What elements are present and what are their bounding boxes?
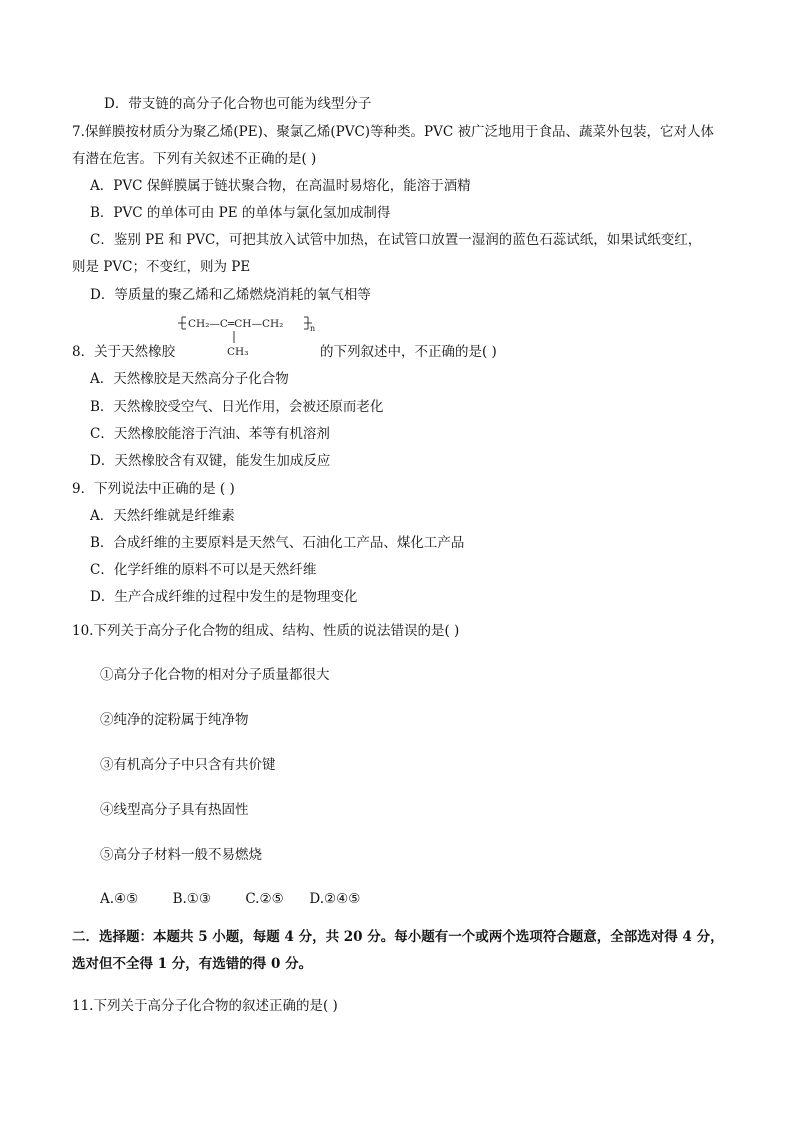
formula-methyl-group: CH₃ (227, 346, 249, 358)
q9-option-b: B．合成纤维的主要原料是天然气、石油化工产品、煤化工产品 (90, 535, 465, 551)
q11-stem: 11.下列关于高分子化合物的叙述正确的是( ) (72, 998, 338, 1014)
q7-option-a: A．PVC 保鲜膜属于链状聚合物，在高温时易熔化，能溶于酒精 (90, 178, 471, 194)
q7-option-d: D．等质量的聚乙烯和乙烯燃烧消耗的氧气相等 (90, 287, 371, 303)
q7-option-b: B．PVC 的单体可由 PE 的单体与氯化氢加成制得 (90, 205, 391, 221)
q10-stem: 10.下列关于高分子化合物的组成、结构、性质的说法错误的是( ) (72, 623, 460, 639)
q8-option-c: C．天然橡胶能溶于汽油、苯等有机溶剂 (90, 426, 330, 442)
q10-statement-4: ④线型高分子具有热固性 (100, 802, 249, 818)
q8-option-b: B．天然橡胶受空气、日光作用，会被还原而老化 (90, 399, 384, 415)
formula-subscript-n: n (310, 324, 316, 333)
q9-option-c: C．化学纤维的原料不可以是天然纤维 (90, 562, 317, 578)
q7-option-c-line1: C．鉴别 PE 和 PVC，可把其放入试管中加热，在试管口放置一湿润的蓝色石蕊试纸，如果试纸变红， (90, 232, 702, 248)
q7-option-c-line2: 则是 PVC；不变红，则为 PE (72, 259, 251, 275)
q9-option-d: D．生产合成纤维的过程中发生的是物理变化 (90, 589, 358, 605)
q10-statement-2: ②纯净的淀粉属于纯净物 (100, 712, 249, 728)
q8-stem-suffix: 的下列叙述中，不正确的是( ) (320, 344, 497, 360)
section-2-heading-line2: 选对但不全得 1 分，有选错的得 0 分。 (72, 956, 313, 972)
q10-statement-5: ⑤高分子材料一般不易燃烧 (100, 847, 262, 863)
q10-statement-1: ①高分子化合物的相对分子质量都很大 (100, 667, 330, 683)
q10-statement-3: ③有机高分子中只含有共价键 (100, 757, 276, 773)
formula-main-chain: CH₂—C═CH—CH₂ (188, 318, 284, 330)
q9-option-a: A．天然纤维就是纤维素 (90, 508, 235, 524)
section-2-heading-line1: 二．选择题：本题共 5 小题，每题 4 分，共 20 分。每小题有一个或两个选项符合题意，全部选对得 4 分， (72, 929, 724, 945)
q8-stem-prefix: 8．关于天然橡胶 (72, 344, 176, 360)
q8-option-d: D．天然橡胶含有双键，能发生加成反应 (90, 453, 331, 469)
q9-stem: 9．下列说法中正确的是 ( ) (72, 481, 235, 497)
q8-option-a: A．天然橡胶是天然高分子化合物 (90, 371, 289, 387)
q7-stem-line1: 7.保鲜膜按材质分为聚乙烯(PE)、聚氯乙烯(PVC)等种类。PVC 被广泛地用于食品、蔬菜外包装，它对人体 (72, 124, 715, 140)
q10-options: A.④⑤ B.①③ C.②⑤ D.②④⑤ (100, 891, 361, 907)
natural-rubber-formula (176, 313, 326, 361)
q7-stem-line2: 有潜在危害。下列有关叙述不正确的是( ) (72, 151, 317, 167)
q6-option-d: D．带支链的高分子化合物也可能为线型分子 (104, 96, 372, 112)
